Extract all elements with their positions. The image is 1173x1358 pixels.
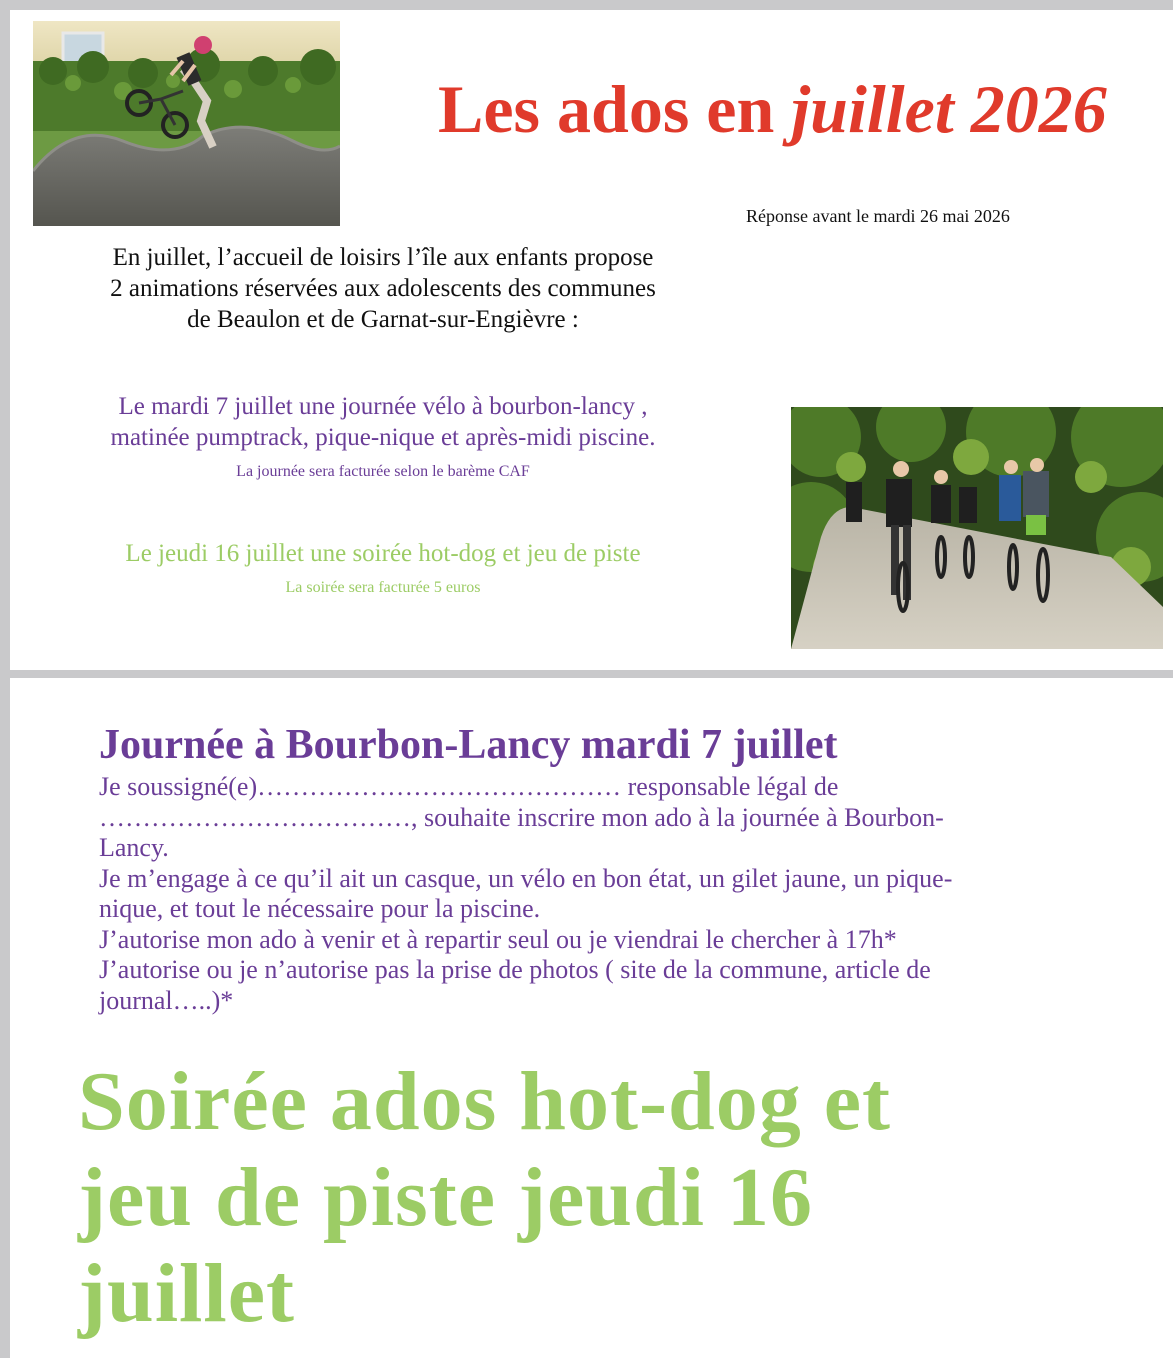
event-hotdog (38, 538, 728, 597)
registration-form-title: Journée à Bourbon-Lancy mardi 7 juillet (99, 722, 838, 768)
form-line: J’autorise mon ado à venir et à repartir seul ou je viendrai le chercher à 17h* (99, 924, 897, 954)
event-velo (38, 391, 728, 481)
flyer-title-emphasis: juillet 2026 (791, 71, 1107, 147)
form-line: Je soussigné(e)…………………………………… responsable légal de (99, 772, 839, 801)
event-velo-line: Le mardi 7 juillet une journée vélo à bourbon-lancy , (118, 393, 648, 420)
cyclists-photo (791, 407, 1163, 649)
form-line: Je m’engage à ce qu’il ait un casque, un vélo en bon état, un gilet jaune, un pique- (99, 863, 953, 893)
soiree-section-title (78, 1054, 891, 1342)
event-velo-line: matinée pumptrack, pique-nique et après-midi piscine. (110, 424, 656, 451)
registration-form-text (99, 772, 1099, 1016)
flyer-title (438, 72, 1173, 147)
flyer-title-main: Les ados en (438, 71, 792, 147)
event-hotdog-price-note: La soirée sera facturée 5 euros (285, 579, 481, 596)
soiree-title-line: Soirée ados hot-dog et (78, 1055, 891, 1148)
intro-text (48, 242, 718, 335)
event-hotdog-line: Le jeudi 16 juillet une soirée hot-dog et jeu de piste (125, 540, 641, 567)
intro-line: En juillet, l’accueil de loisirs l’île aux enfants propose (112, 244, 654, 271)
form-line: Lancy. (99, 833, 169, 862)
intro-line: 2 animations réservées aux adolescents des communes (110, 275, 656, 302)
form-line: journal…..)* (99, 985, 234, 1015)
soiree-title-line: juillet (78, 1247, 295, 1340)
form-line: J’autorise ou je n’autorise pas la prise de photos ( site de la commune, article de (99, 955, 931, 984)
registration-page (10, 678, 1173, 1358)
soiree-title-line: jeu de piste jeudi 16 (78, 1151, 813, 1244)
form-line: nique, et tout le nécessaire pour la piscine. (99, 894, 541, 923)
response-deadline: Réponse avant le mardi 26 mai 2026 (746, 206, 1010, 226)
event-velo-price-note: La journée sera facturée selon le barème CAF (236, 463, 530, 480)
bmx-rider-photo (33, 21, 340, 226)
form-line: ………………………………, souhaite inscrire mon ado à la journée à Bourbon- (99, 802, 944, 832)
intro-line: de Beaulon et de Garnat-sur-Engièvre : (187, 306, 579, 333)
flyer-page (10, 10, 1173, 670)
